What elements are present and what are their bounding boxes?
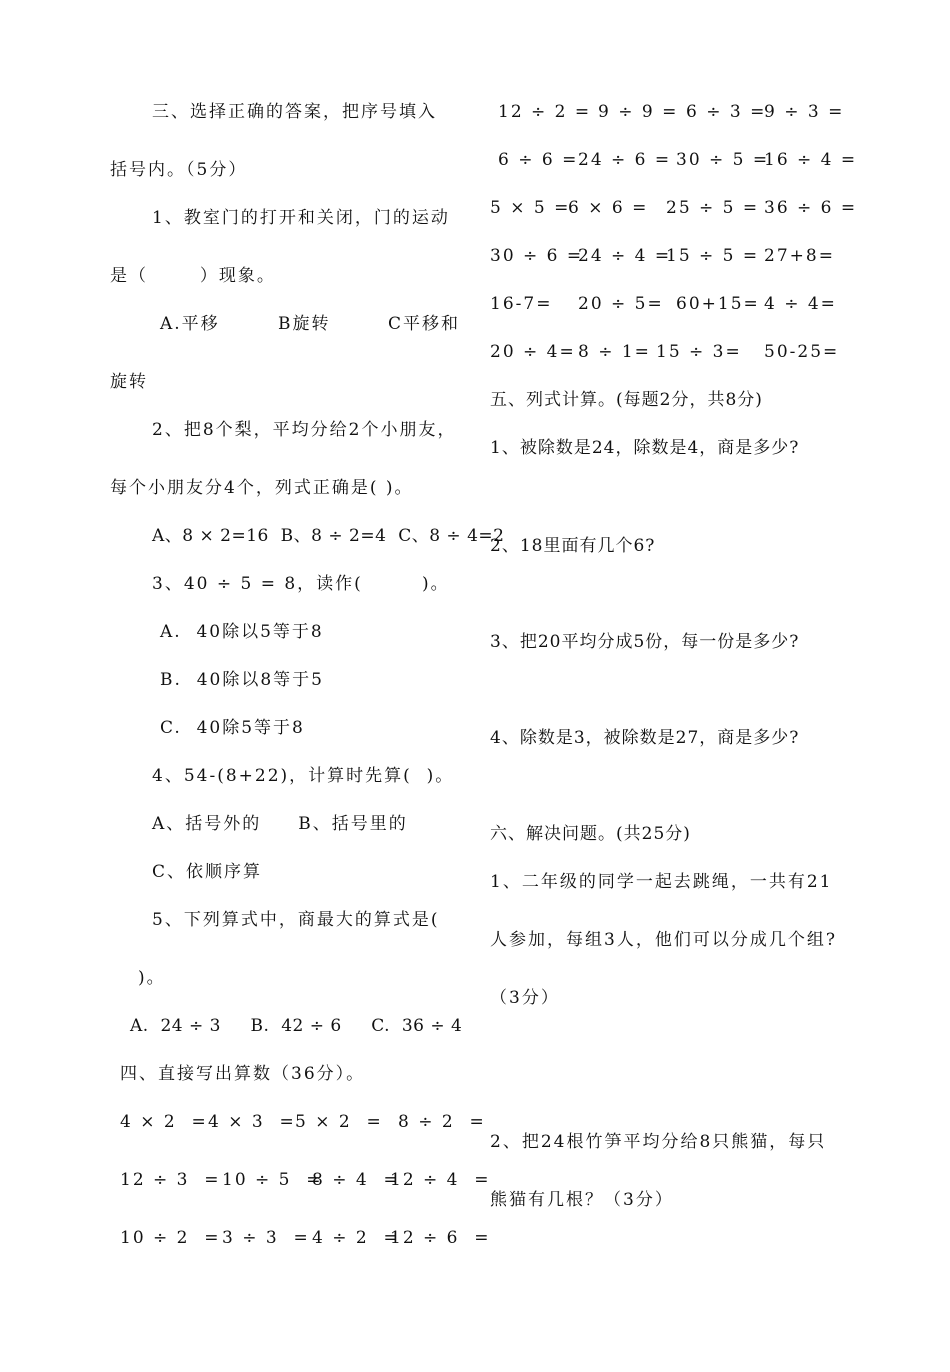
calc-item: 6 ÷ 3 = (686, 102, 767, 122)
calc-item: 8 ÷ 1= (578, 342, 651, 362)
solve-1-score: （3分） (490, 988, 560, 1008)
calc-item: 4 × 2 = (120, 1112, 208, 1132)
problem-4-text: 4、除数是3，被除数是27，商是多少? (490, 728, 800, 748)
calc-item: 15 ÷ 5 = (666, 246, 760, 266)
question-2-options: A、8 × 2=16 B、8 ÷ 2=4 C、8 ÷ 4=2 (152, 526, 505, 546)
question-2-text-cont: 每个小朋友分4个，列式正确是( )。 (110, 478, 414, 498)
question-1-text: 1、教室门的打开和关闭，门的运动 (152, 208, 450, 228)
calc-item: 8 ÷ 4 = (312, 1170, 400, 1190)
calc-item: 12 ÷ 4 = (390, 1170, 491, 1190)
calc-item: 36 ÷ 6 = (764, 198, 858, 218)
calc-item: 30 ÷ 5 = (676, 150, 770, 170)
calc-item: 4 ÷ 2 = (312, 1228, 400, 1248)
calc-item: 25 ÷ 5 = (666, 198, 760, 218)
question-3-option-b: B. 40除以8等于5 (160, 670, 324, 690)
section-3-title: 三、选择正确的答案，把序号填入 (152, 102, 437, 122)
question-4-text: 4、54-(8+22)，计算时先算( )。 (152, 766, 455, 786)
section-5-title: 五、列式计算。(每题2分，共8分) (490, 390, 763, 410)
question-1-option-c: C平移和 (388, 314, 461, 334)
calc-item: 9 ÷ 3 = (764, 102, 845, 122)
calc-item: 4 ÷ 4= (764, 294, 837, 314)
solve-1-text: 1、二年级的同学一起去跳绳，一共有21 (490, 872, 833, 892)
calc-item: 4 × 3 = (208, 1112, 296, 1132)
solve-1-text-cont: 人参加，每组3人，他们可以分成几个组? (490, 930, 837, 950)
calc-item: 30 ÷ 6 = (490, 246, 584, 266)
question-1-option-a: A.平移 (160, 314, 220, 334)
problem-1-text: 1、被除数是24，除数是4，商是多少? (490, 438, 800, 458)
question-1-option-c-cont: 旋转 (110, 372, 148, 392)
calc-item: 6 ÷ 6 = (498, 150, 579, 170)
calc-item: 16 ÷ 4 = (764, 150, 858, 170)
calc-item: 60+15= (676, 294, 760, 314)
calc-item: 5 × 2 = (295, 1112, 383, 1132)
question-3-option-c: C. 40除5等于8 (160, 718, 305, 738)
solve-2-text: 2、把24根竹笋平均分给8只熊猫，每只 (490, 1132, 827, 1152)
calc-item: 24 ÷ 4 = (578, 246, 672, 266)
question-1-text-cont: 是（ ）现象。 (110, 266, 276, 286)
calc-item: 6 × 6 = (568, 198, 649, 218)
calc-item: 12 ÷ 3 = (120, 1170, 221, 1190)
calc-item: 20 ÷ 4= (490, 342, 576, 362)
calc-item: 8 ÷ 2 = (398, 1112, 486, 1132)
calc-item: 20 ÷ 5= (578, 294, 664, 314)
calc-item: 50-25= (764, 342, 840, 362)
calc-item: 5 × 5 = (490, 198, 571, 218)
calc-item: 16-7= (490, 294, 553, 314)
question-5-text: 5、下列算式中，商最大的算式是( (152, 910, 440, 930)
solve-2-text-cont: 熊猫有几根？（3分） (490, 1190, 674, 1210)
question-4-option-c: C、依顺序算 (152, 862, 263, 882)
section-4-title: 四、直接写出算数（36分）。 (120, 1064, 366, 1084)
question-2-text: 2、把8个梨，平均分给2个小朋友， (152, 420, 457, 440)
calc-item: 27+8= (764, 246, 835, 266)
section-3-title-cont: 括号内。（5分） (110, 160, 248, 180)
question-5-text-cont: )。 (138, 968, 166, 988)
calc-item: 10 ÷ 2 = (120, 1228, 221, 1248)
calc-item: 12 ÷ 2 = (498, 102, 592, 122)
calc-item: 12 ÷ 6 = (390, 1228, 491, 1248)
question-3-option-a: A. 40除以5等于8 (160, 622, 324, 642)
problem-2-text: 2、18里面有几个6? (490, 536, 656, 556)
calc-item: 3 ÷ 3 = (222, 1228, 310, 1248)
question-3-text: 3、40 ÷ 5 = 8，读作( )。 (152, 574, 450, 594)
section-6-title: 六、解决问题。(共25分) (490, 824, 691, 844)
problem-3-text: 3、把20平均分成5份，每一份是多少? (490, 632, 800, 652)
calc-item: 15 ÷ 3= (656, 342, 742, 362)
question-5-options: A. 24 ÷ 3 B. 42 ÷ 6 C. 36 ÷ 4 (130, 1016, 463, 1036)
question-4-options-ab: A、括号外的 B、括号里的 (152, 814, 408, 834)
question-1-option-b: B旋转 (278, 314, 331, 334)
calc-item: 9 ÷ 9 = (598, 102, 679, 122)
calc-item: 10 ÷ 5 = (222, 1170, 323, 1190)
calc-item: 24 ÷ 6 = (578, 150, 672, 170)
